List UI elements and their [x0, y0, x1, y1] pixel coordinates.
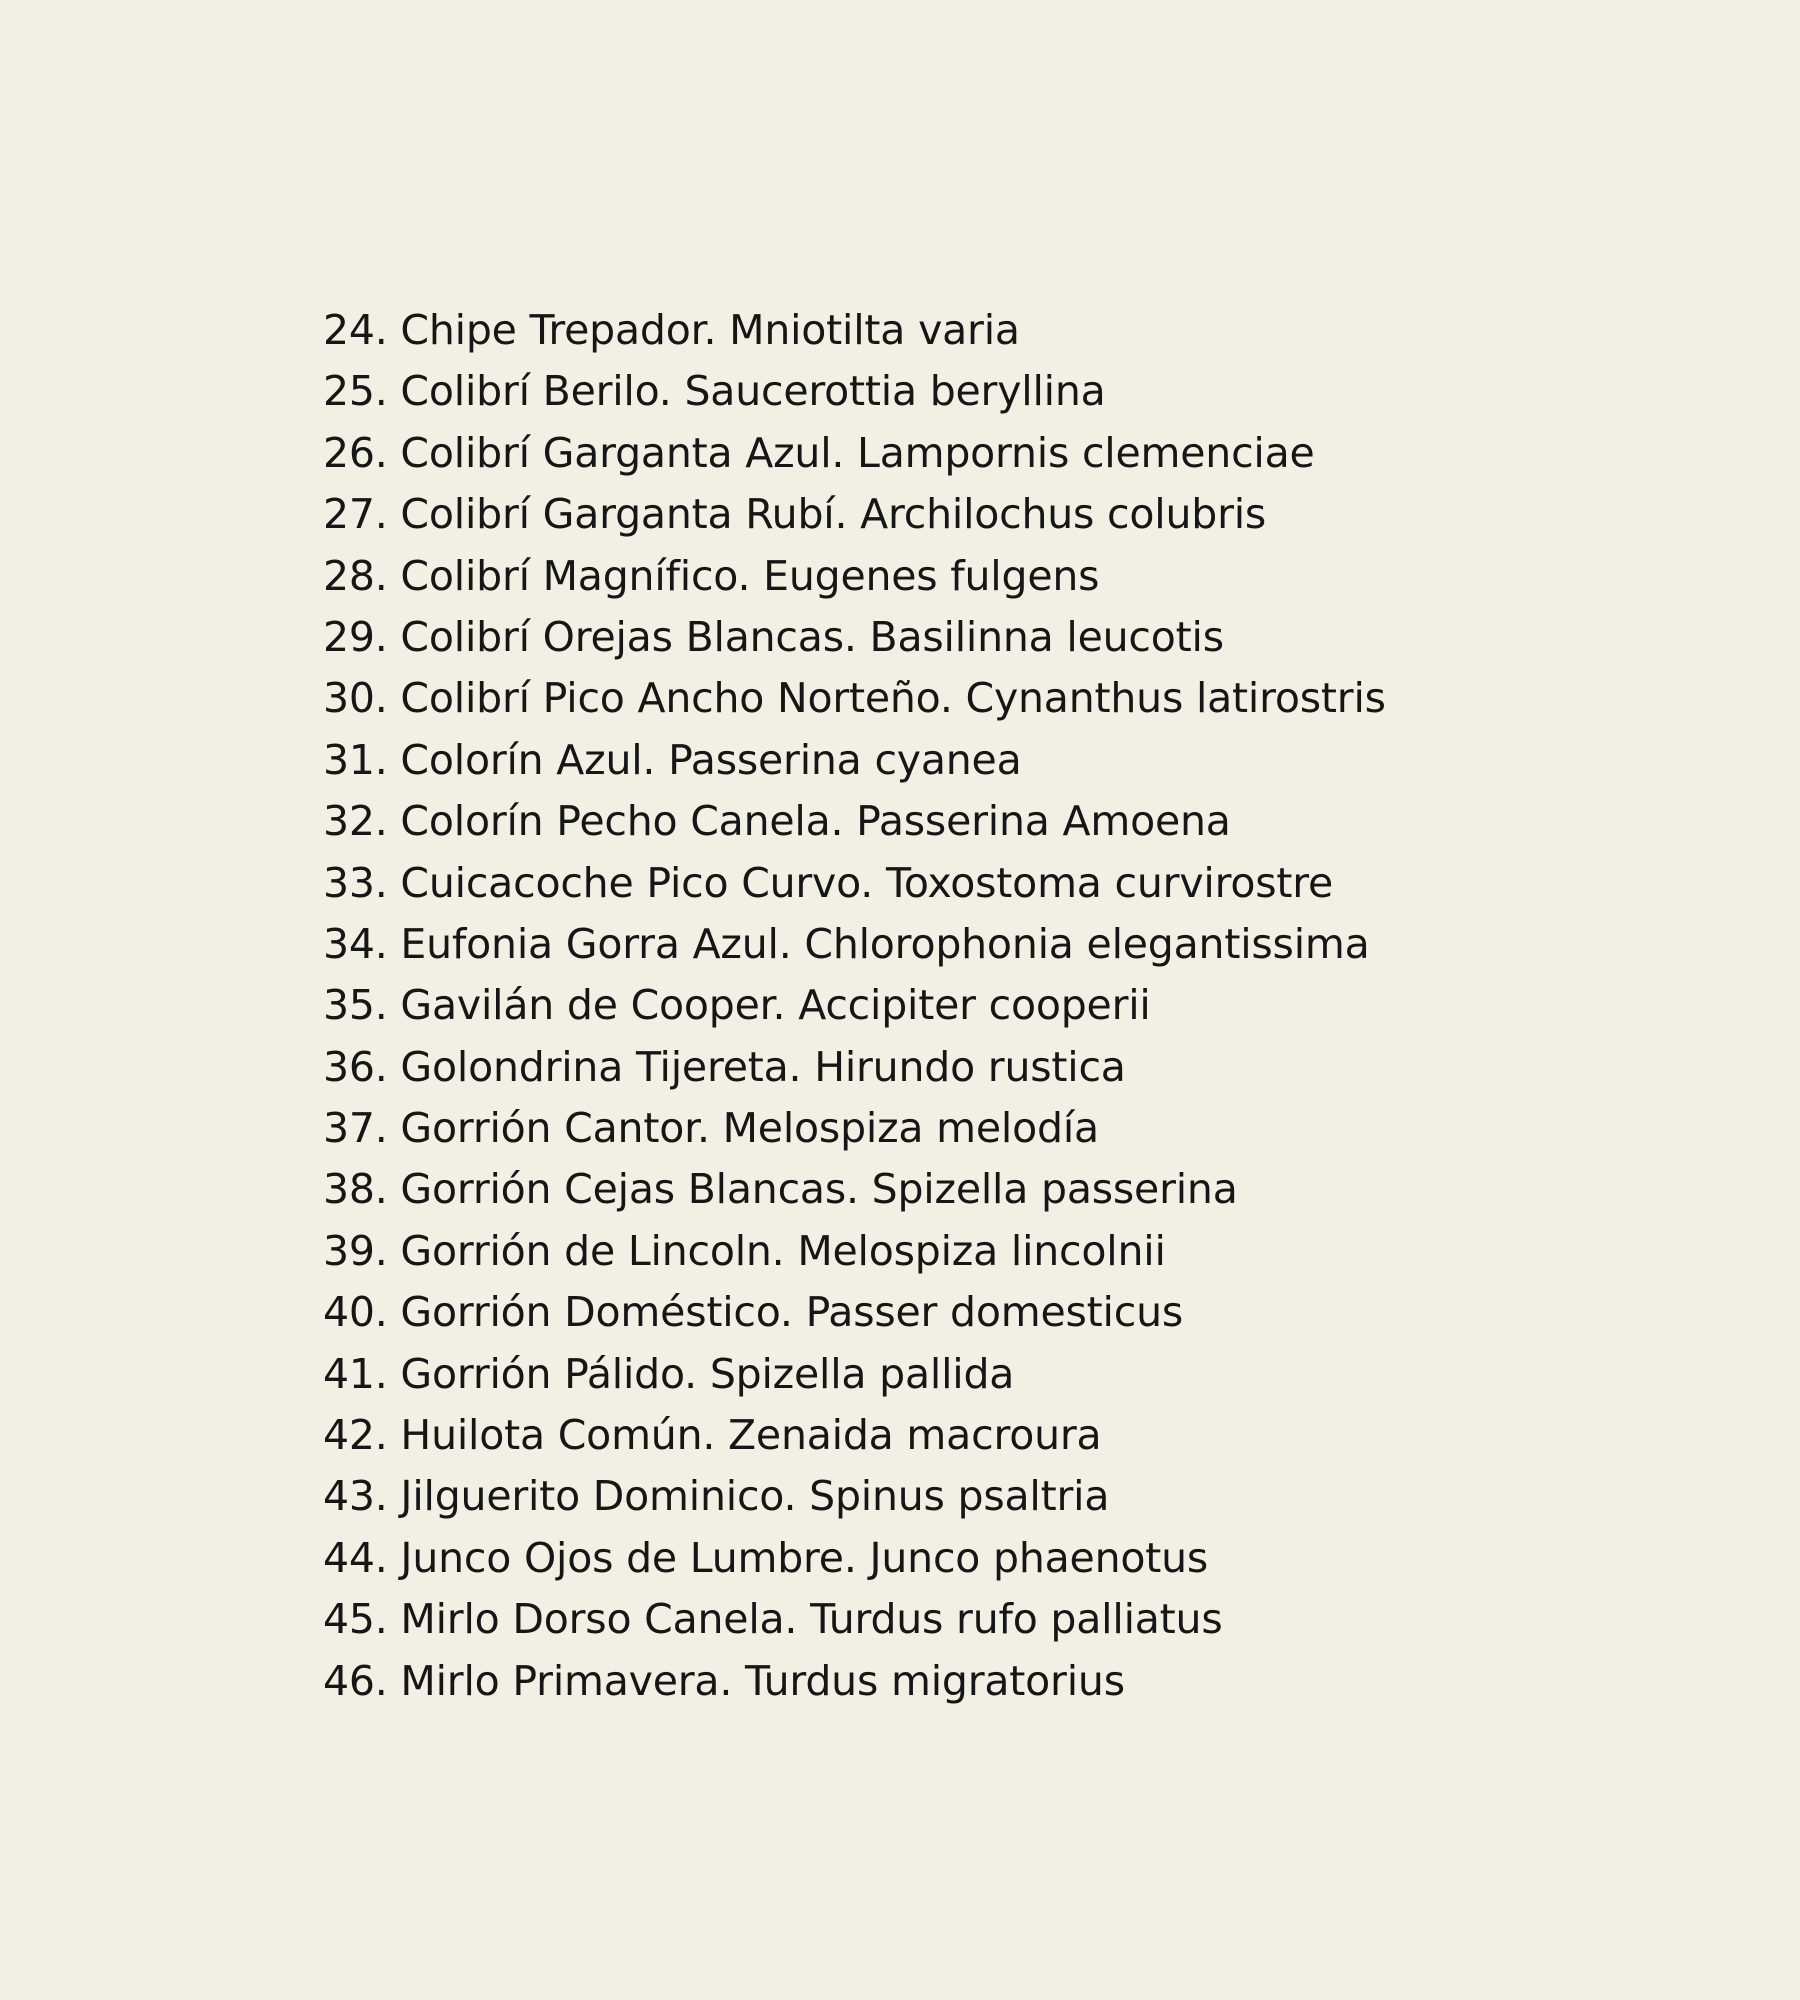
species-list — [323, 300, 1623, 1712]
list-item: 34. Eufonia Gorra Azul. Chlorophonia elegantissima — [323, 919, 1370, 968]
list-item: 30. Colibrí Pico Ancho Norteño. Cynanthus latirostris — [323, 674, 1386, 723]
list-item: 35. Gavilán de Cooper. Accipiter cooperii — [323, 981, 1151, 1030]
list-item: 28. Colibrí Magnífico. Eugenes fulgens — [323, 551, 1100, 600]
list-item: 45. Mirlo Dorso Canela. Turdus rufo palliatus — [323, 1595, 1223, 1644]
list-item: 25. Colibrí Berilo. Saucerottia beryllina — [323, 367, 1106, 416]
list-item: 39. Gorrión de Lincoln. Melospiza lincolnii — [323, 1226, 1166, 1275]
list-item: 42. Huilota Común. Zenaida macroura — [323, 1411, 1102, 1460]
list-item: 32. Colorín Pecho Canela. Passerina Amoena — [323, 797, 1231, 846]
list-item: 33. Cuicacoche Pico Curvo. Toxostoma curvirostre — [323, 858, 1334, 907]
list-item: 44. Junco Ojos de Lumbre. Junco phaenotus — [323, 1533, 1209, 1582]
list-item: 31. Colorín Azul. Passerina cyanea — [323, 735, 1022, 784]
list-item: 26. Colibrí Garganta Azul. Lampornis clemenciae — [323, 428, 1315, 477]
list-item: 40. Gorrión Doméstico. Passer domesticus — [323, 1288, 1184, 1337]
list-item: 46. Mirlo Primavera. Turdus migratorius — [323, 1656, 1125, 1705]
list-item: 24. Chipe Trepador. Mniotilta varia — [323, 306, 1020, 354]
list-item: 43. Jilguerito Dominico. Spinus psaltria — [323, 1472, 1110, 1521]
list-item: 27. Colibrí Garganta Rubí. Archilochus colubris — [323, 490, 1267, 539]
list-item: 36. Golondrina Tijereta. Hirundo rustica — [323, 1042, 1126, 1091]
list-item: 37. Gorrión Cantor. Melospiza melodía — [323, 1104, 1099, 1153]
list-item: 29. Colibrí Orejas Blancas. Basilinna leucotis — [323, 612, 1224, 661]
list-item: 41. Gorrión Pálido. Spizella pallida — [323, 1349, 1015, 1398]
list-item: 38. Gorrión Cejas Blancas. Spizella passerina — [323, 1165, 1238, 1214]
